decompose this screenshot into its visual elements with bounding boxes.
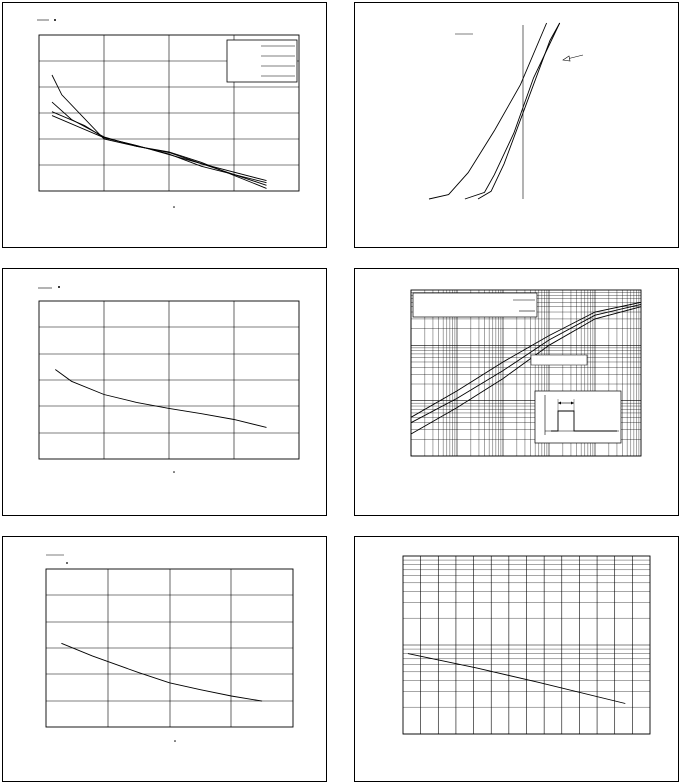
chart-panel-1 (2, 2, 327, 248)
chart-1-series-1-line (52, 75, 267, 188)
chart-3-grid (39, 301, 299, 459)
chart-5-series-1-line (61, 643, 262, 701)
chart-4 (355, 269, 680, 517)
chart-panel-5 (2, 536, 327, 782)
chart-5-xlabel-dot (174, 740, 176, 742)
chart-panel-4 (354, 268, 679, 516)
chart-panel-3 (2, 268, 327, 516)
chart-6-grid (403, 556, 650, 734)
chart-6-series-1-line (408, 654, 625, 704)
chart-4-legend (413, 293, 537, 317)
chart-3-title-dot (58, 286, 60, 288)
chart-3-xlabel-dot (173, 471, 175, 473)
chart-1-title-dot (54, 19, 56, 21)
chart-3 (3, 269, 328, 517)
chart-5 (3, 537, 328, 783)
chart-6 (355, 537, 680, 783)
chart-2-series-1-line (429, 23, 547, 199)
chart-1-series-2-line (52, 102, 267, 185)
chart-2-series-2-line (465, 23, 560, 199)
chart-4-label-box (531, 355, 587, 365)
chart-1-legend (227, 40, 297, 82)
chart-2 (355, 3, 680, 249)
chart-4-inset (535, 391, 621, 443)
chart-5-grid (46, 569, 293, 727)
chart-2-arrow (563, 55, 583, 61)
chart-5-title-dot (66, 562, 68, 564)
chart-panel-2 (354, 2, 679, 248)
chart-3-series-1-line (55, 370, 266, 428)
chart-1 (3, 3, 328, 249)
chart-1-xlabel-dot (173, 206, 175, 208)
chart-panel-6 (354, 536, 679, 782)
